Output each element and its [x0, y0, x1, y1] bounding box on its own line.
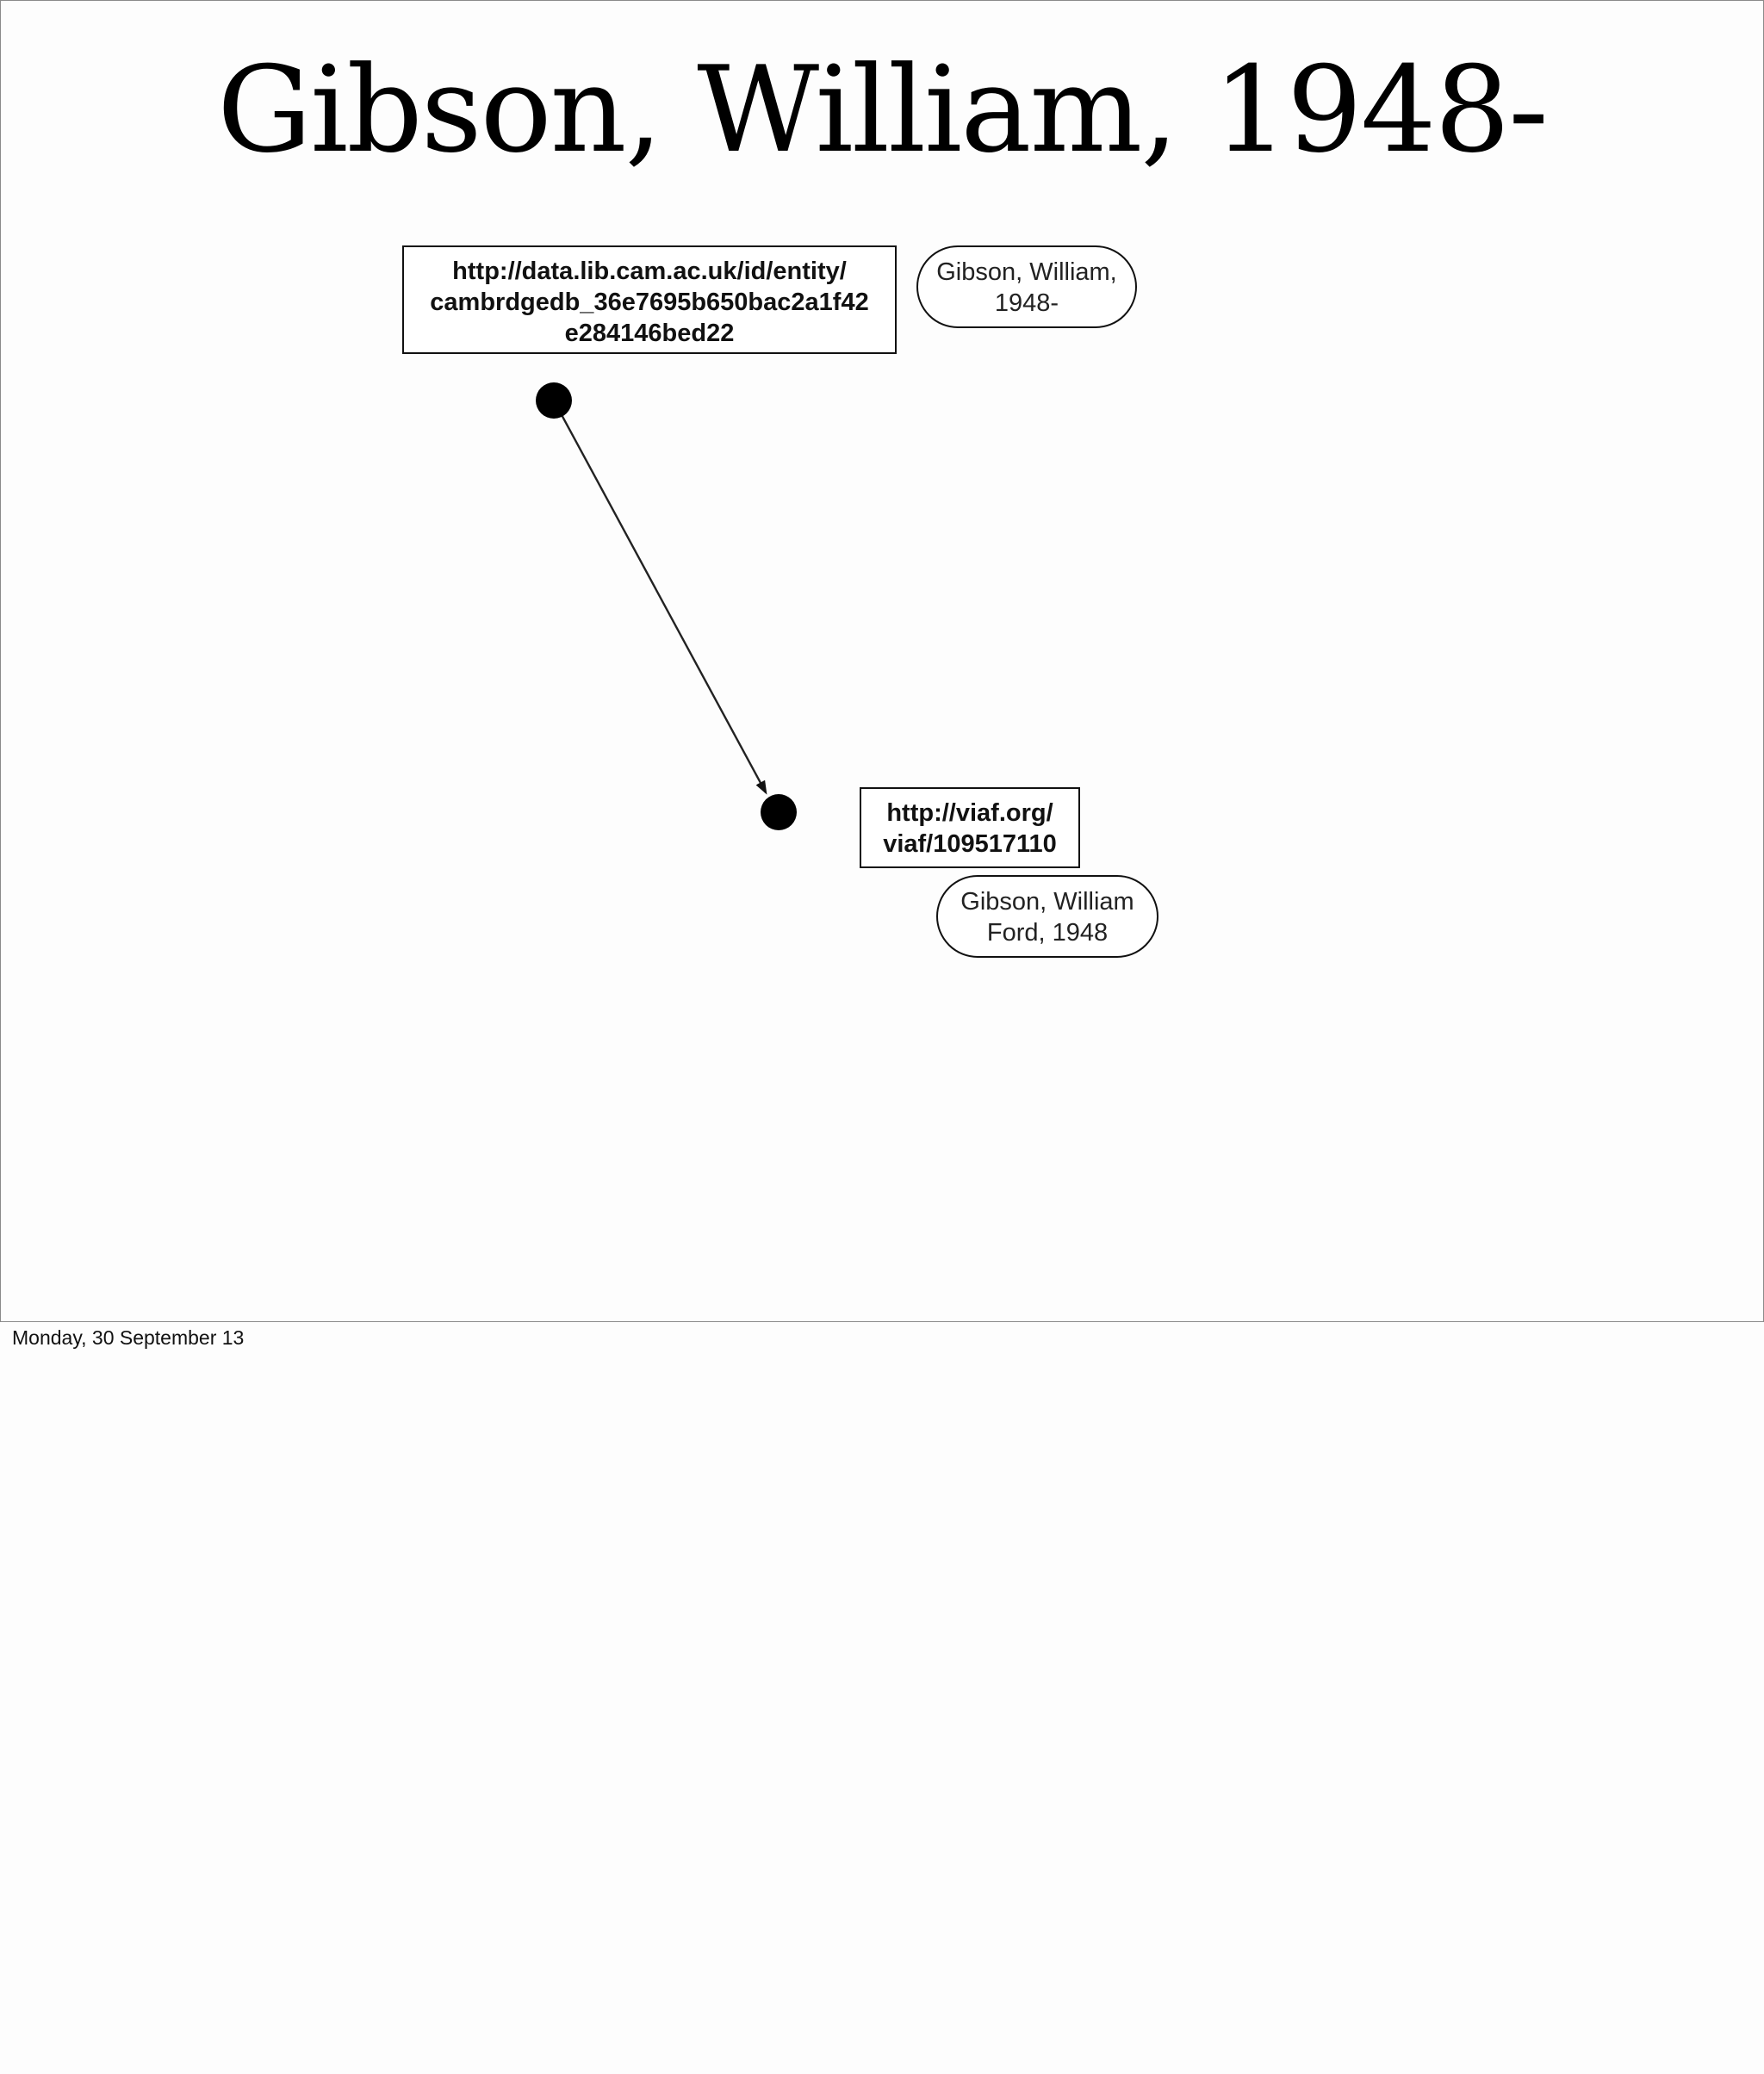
- edge-entity-to-viaf: [554, 401, 766, 792]
- viaf-uri-box[interactable]: [860, 787, 1080, 868]
- viaf-uri-line-1: http://viaf.org/: [886, 799, 1053, 827]
- entity-uri-line-2: cambrdgedb_36e7695b650bac2a1f42: [430, 289, 869, 316]
- graph-edges-layer: [1, 1, 1763, 1321]
- entity-label-line-1: Gibson, William,: [936, 258, 1117, 286]
- node-viaf-dot[interactable]: [761, 794, 797, 830]
- entity-uri-line-3: e284146bed22: [564, 320, 735, 347]
- viaf-label-line-1: Gibson, William: [960, 888, 1134, 916]
- footer-date: Monday, 30 September 13: [12, 1326, 245, 1349]
- entity-uri-line-1: http://data.lib.cam.ac.uk/id/entity/: [452, 258, 847, 285]
- slide-title: Gibson, William, 1948-: [217, 40, 1547, 179]
- viaf-uri-line-2: viaf/109517110: [883, 830, 1057, 858]
- node-entity-dot[interactable]: [536, 382, 572, 419]
- entity-label-line-2: 1948-: [994, 289, 1059, 317]
- entity-uri-box[interactable]: [402, 245, 897, 354]
- viaf-label-pill[interactable]: [936, 875, 1158, 958]
- entity-label-pill[interactable]: [916, 245, 1137, 328]
- viaf-label-line-2: Ford, 1948: [986, 919, 1109, 947]
